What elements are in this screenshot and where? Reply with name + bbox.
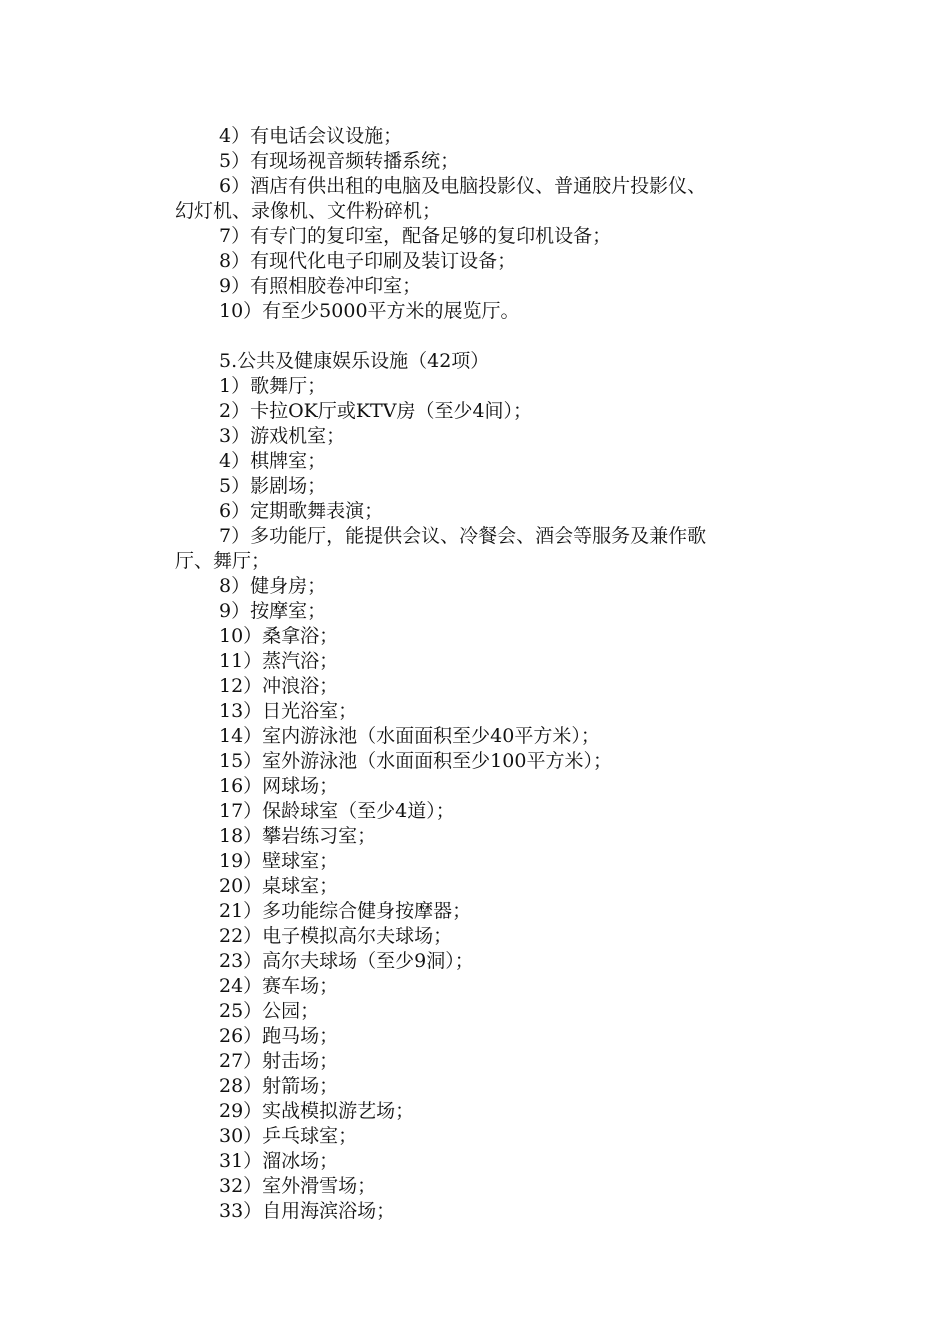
list-item: 27）射击场； bbox=[219, 1050, 339, 1072]
list-item-continuation: 幻灯机、录像机、文件粉碎机； bbox=[175, 200, 442, 222]
section-heading: 5.公共及健康娱乐设施（42项） bbox=[219, 350, 490, 372]
list-item: 2）卡拉OK厅或KTV房（至少4间）； bbox=[219, 400, 533, 422]
list-item: 14）室内游泳池（水面面积至少40平方米）； bbox=[219, 725, 600, 747]
list-item: 20）桌球室； bbox=[219, 875, 339, 897]
list-item: 6）酒店有供出租的电脑及电脑投影仪、普通胶片投影仪、 bbox=[219, 175, 707, 197]
list-item: 19）壁球室； bbox=[219, 850, 339, 872]
list-item: 4）有电话会议设施； bbox=[219, 125, 403, 147]
list-item: 4）棋牌室； bbox=[219, 450, 327, 472]
list-item: 5）影剧场； bbox=[219, 475, 327, 497]
list-item: 3）游戏机室； bbox=[219, 425, 346, 447]
list-item: 6）定期歌舞表演； bbox=[219, 500, 384, 522]
list-item: 13）日光浴室； bbox=[219, 700, 358, 722]
list-item: 5）有现场视音频转播系统； bbox=[219, 150, 460, 172]
list-item: 10）桑拿浴； bbox=[219, 625, 339, 647]
list-item: 28）射箭场； bbox=[219, 1075, 339, 1097]
list-item: 15）室外游泳池（水面面积至少100平方米）； bbox=[219, 750, 612, 772]
document-body bbox=[175, 124, 815, 1224]
list-item: 11）蒸汽浴； bbox=[219, 650, 339, 672]
list-item: 8）健身房； bbox=[219, 575, 327, 597]
list-item: 22）电子模拟高尔夫球场； bbox=[219, 925, 453, 947]
list-item: 16）网球场； bbox=[219, 775, 339, 797]
list-item: 7）有专门的复印室，配备足够的复印机设备； bbox=[219, 225, 612, 247]
list-item: 12）冲浪浴； bbox=[219, 675, 339, 697]
list-item: 9）按摩室； bbox=[219, 600, 327, 622]
list-item: 1）歌舞厅； bbox=[219, 375, 327, 397]
list-item: 7）多功能厅，能提供会议、冷餐会、酒会等服务及兼作歌 bbox=[219, 525, 707, 547]
list-item: 9）有照相胶卷冲印室； bbox=[219, 275, 422, 297]
list-item: 18）攀岩练习室； bbox=[219, 825, 377, 847]
list-item: 31）溜冰场； bbox=[219, 1150, 339, 1172]
list-item: 24）赛车场； bbox=[219, 975, 339, 997]
list-item: 17）保龄球室（至少4道）； bbox=[219, 800, 455, 822]
list-item: 21）多功能综合健身按摩器； bbox=[219, 900, 472, 922]
paragraph-gap bbox=[175, 324, 815, 349]
list-item: 33）自用海滨浴场； bbox=[219, 1200, 396, 1222]
list-item: 26）跑马场； bbox=[219, 1025, 339, 1047]
list-item-continuation: 厅、舞厅； bbox=[175, 550, 271, 572]
list-item: 10）有至少5000平方米的展览厅。 bbox=[219, 300, 520, 322]
list-item: 8）有现代化电子印刷及装订设备； bbox=[219, 250, 517, 272]
list-item: 25）公园； bbox=[219, 1000, 320, 1022]
list-item: 30）乒乓球室； bbox=[219, 1125, 358, 1147]
list-item: 29）实战模拟游艺场； bbox=[219, 1100, 415, 1122]
list-item: 32）室外滑雪场； bbox=[219, 1175, 377, 1197]
list-item: 23）高尔夫球场（至少9洞）； bbox=[219, 950, 474, 972]
